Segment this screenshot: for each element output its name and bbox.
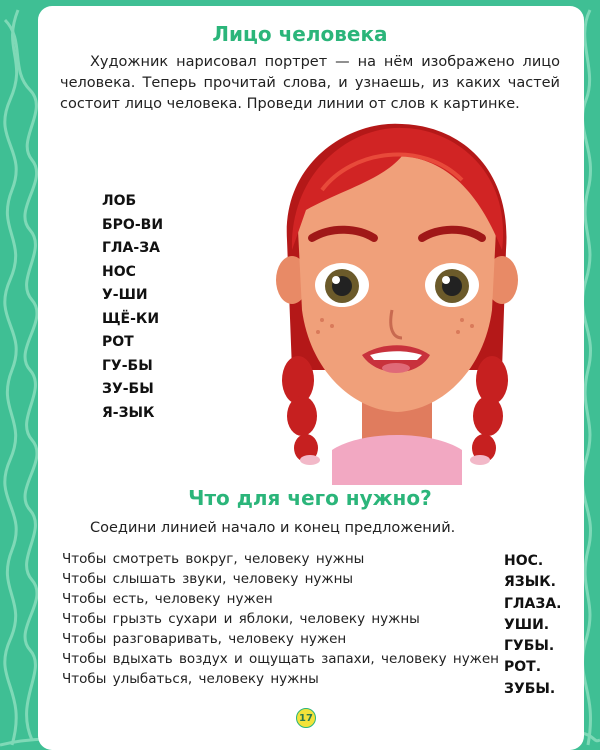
word-item: РОТ [102,334,134,350]
section-title: Что для чего нужно? [188,486,432,510]
sentence-endings-list [504,551,561,700]
sentence-ending: НОС. [504,553,544,569]
face-parts-word-list [102,190,163,425]
word-item: Я-ЗЫК [102,404,155,421]
sentence-ending: ГУБЫ. [504,638,555,655]
word-item: У-ШИ [102,287,148,303]
word-item: БРО-ВИ [102,216,164,233]
girl-portrait-illustration [262,120,532,485]
intro-paragraph: Художник нарисовал портрет — на нём изображено лицо человека. Теперь прочитай слова, и узнаешь, из каких частей состоит лицо человека. Проведи линии от слов к картинке. [60,54,560,112]
page-number-circle: 17 [296,708,316,728]
sentence-ending: ЯЗЫК. [504,574,556,591]
sentence-ending: РОТ. [504,659,542,676]
word-item: ГУ-БЫ [102,357,153,374]
sentence-start: Чтобы слышать звуки, человеку нужны [62,571,354,587]
sentence-starts-list [62,549,499,689]
word-item: ЗУ-БЫ [102,381,154,397]
word-item: ЛОБ [102,193,137,209]
word-item: ГЛА-ЗА [102,240,160,256]
sentence-ending: УШИ. [504,616,550,633]
word-item: ЩЁ-КИ [102,310,160,327]
sentence-start: Чтобы есть, человеку нужен [62,591,273,607]
sentence-ending: ЗУБЫ. [504,680,556,697]
word-item: НОС [102,263,136,280]
page-title: Лицо человека [212,22,388,46]
sentence-start: Чтобы вдыхать воздух и ощущать запахи, человеку нужен [62,651,499,667]
sentence-start: Чтобы улыбаться, человеку нужны [62,671,319,687]
sentence-start: Чтобы грызть сухари и яблоки, человеку нужны [62,611,420,627]
sentence-start: Чтобы смотреть вокруг, человеку нужны [62,551,365,567]
section-instruction: Соедини линией начало и конец предложений. [90,520,456,536]
sentence-start: Чтобы разговаривать, человеку нужен [62,631,347,647]
sentence-ending: ГЛАЗА. [504,595,562,612]
